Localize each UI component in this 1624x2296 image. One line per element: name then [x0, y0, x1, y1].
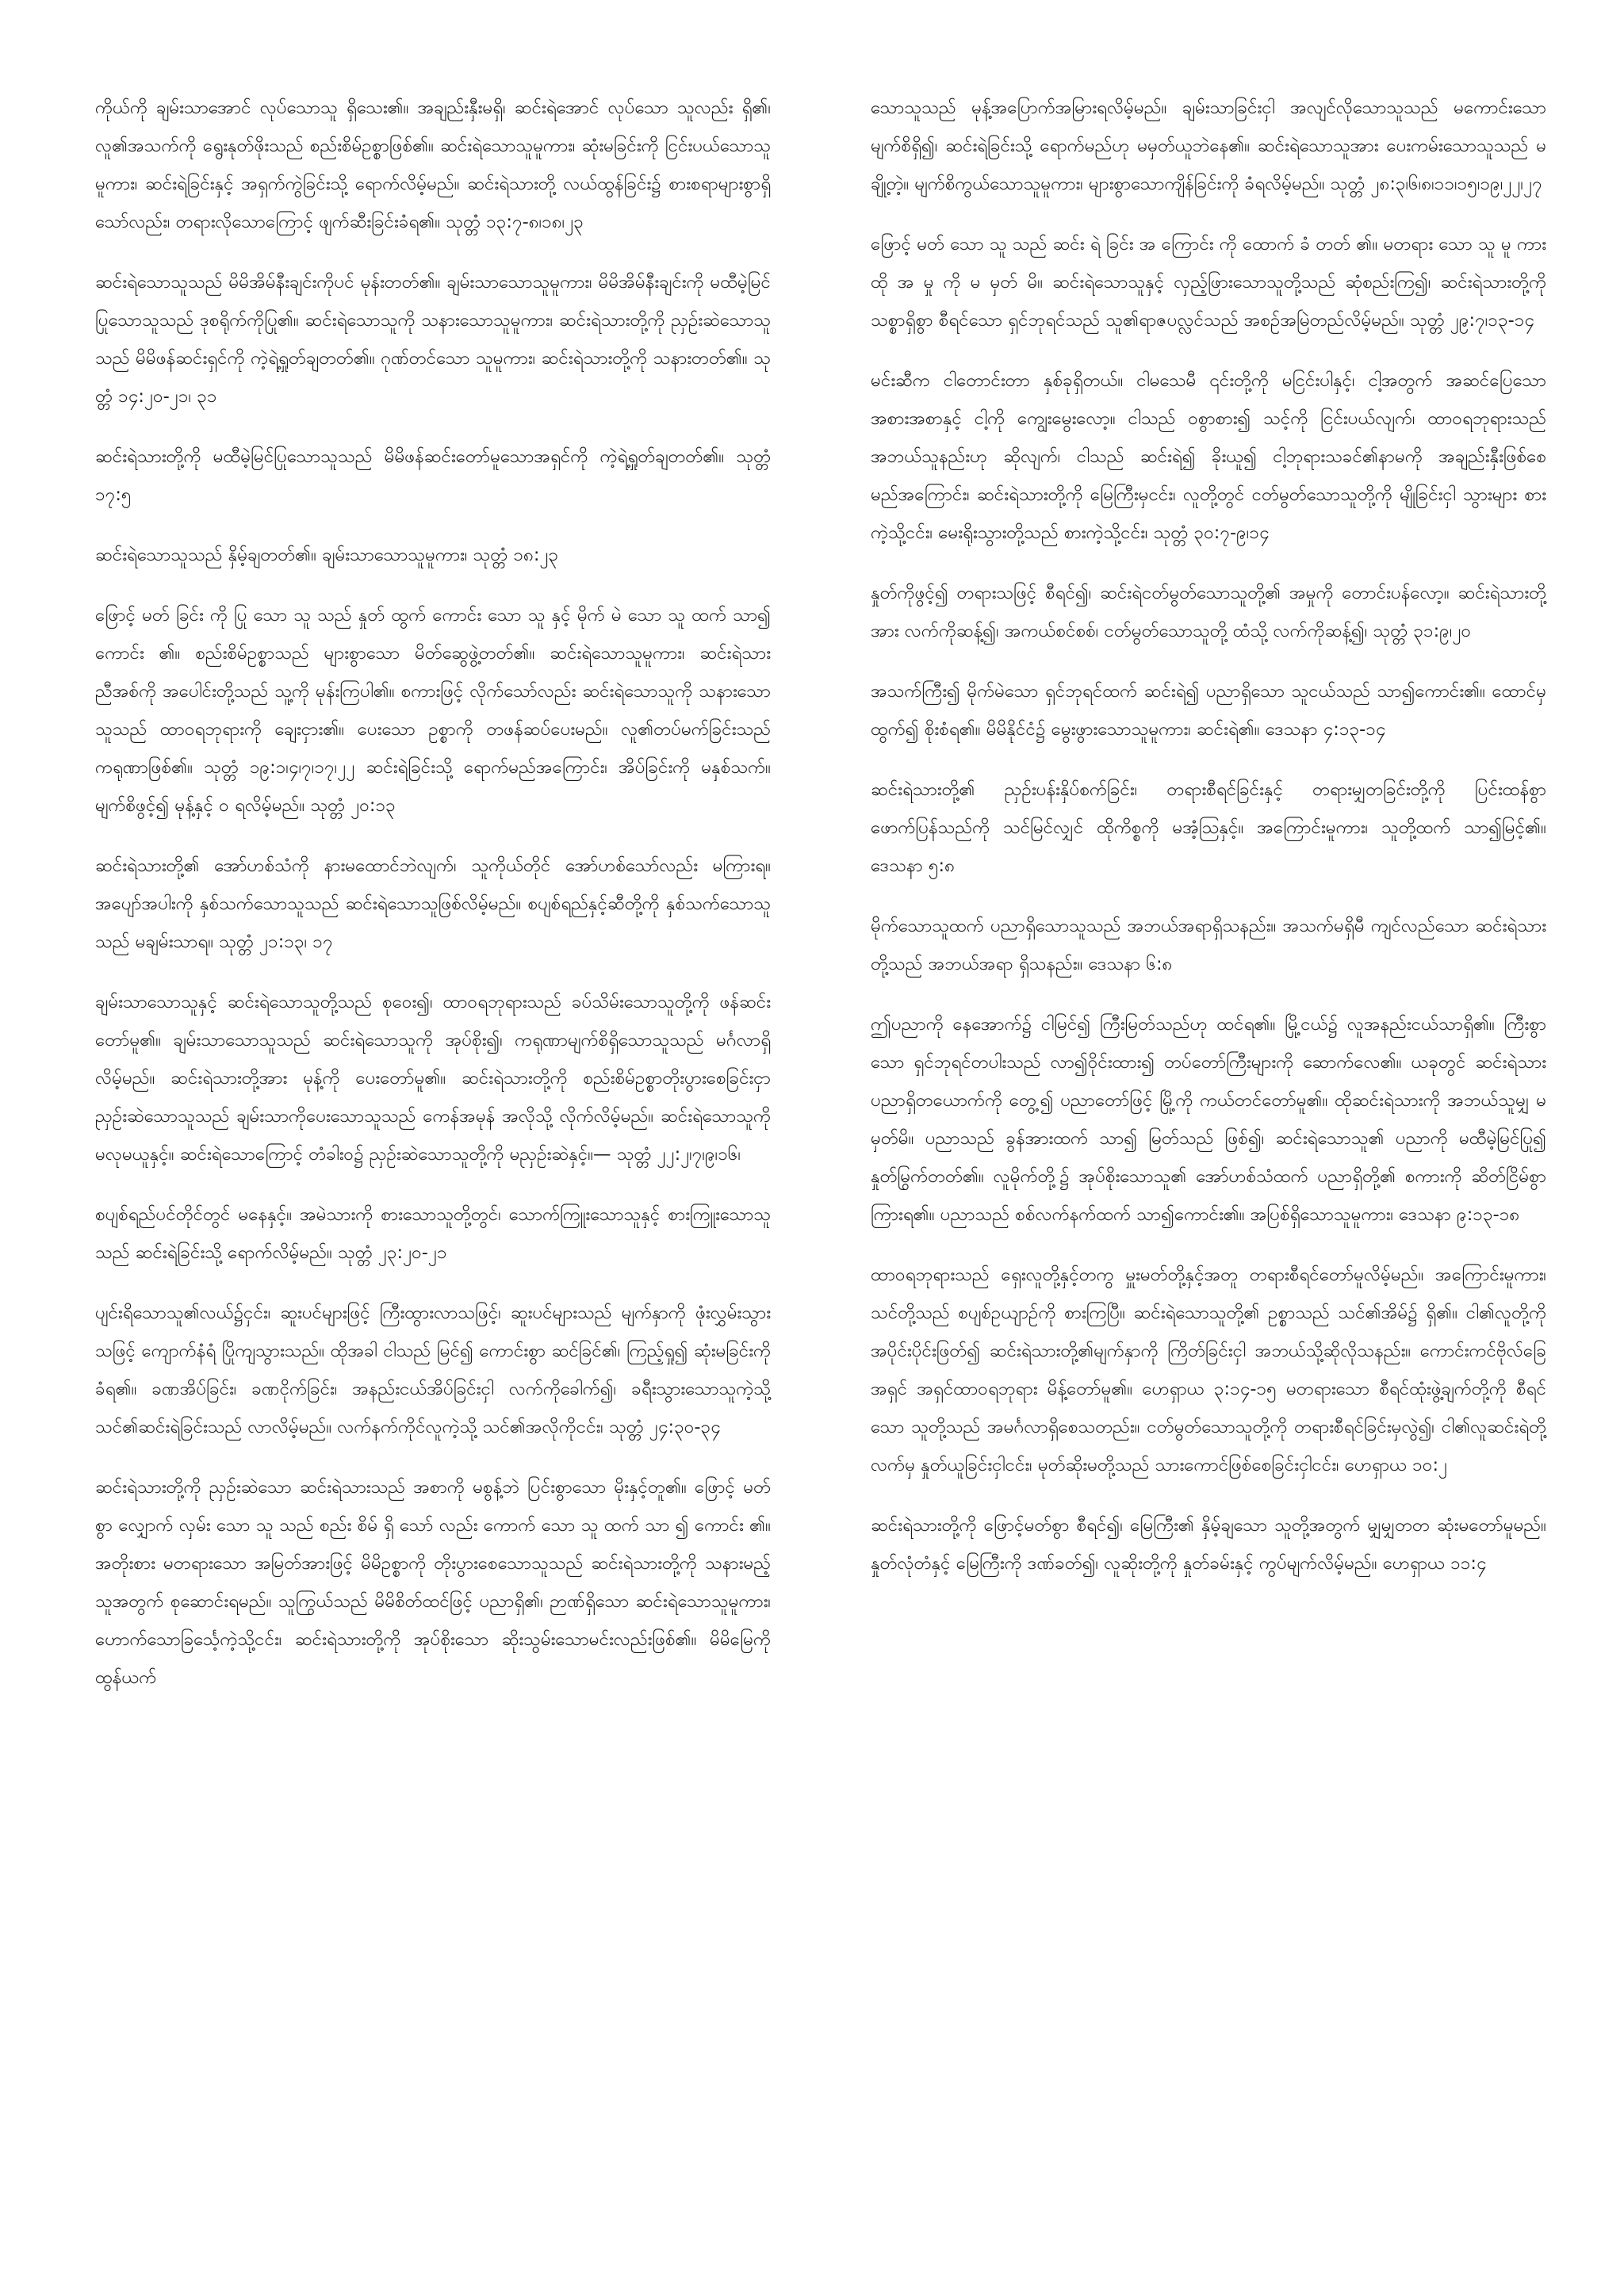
verse-paragraph: ဆင်းရဲသားတို့၏ အော်ဟစ်သံကို နားမထောင်ဘဲလျက်၊ သူကိုယ်တိုင် အော်ဟစ်သော်လည်း မကြားရ။ အပျော်အပါးကို နှစ်သက်သောသူသည် ဆင်းရဲသောသူဖြစ်လိမ့်မည်။ စပျစ်ရည်နှင့်ဆီတို့ကို နှစ်သက်သောသူသည် မချမ်းသာရ။ သုတ္တံ ၂၁:၁၃၊ ၁၇	[95, 855, 771, 952]
verse-paragraph: ထာဝရဘုရားသည် ရှေးလူတို့နှင့်တကွ မှူးမတ်တို့နှင့်အတူ တရားစီရင်တော်မူလိမ့်မည်။ အကြောင်းမူကား၊ သင်တို့သည် စပျစ်ဥယျာဉ်ကို စားကြပြီ။ ဆင်းရဲသောသူတို့၏ ဥစ္စာသည် သင်၏အိမ်၌ ရှိ၏။ ငါ၏လူတို့ကို အပိုင်းပိုင်းဖြတ်၍ ဆင်းရဲသားတို့၏မျက်နှာကို ကြိတ်ခြင်းငှါ အဘယ်သို့ဆိုလိုသနည်း။ ကောင်းကင်ဗိုလ်ခြေအရှင် အရှင်ထာဝရဘုရား မိန့်တော်မူ၏။ ဟေရှာယ ၃:၁၄-၁၅ မတရားသော စီရင်ထုံးဖွဲ့ချက်တို့ကို စီရင်သော သူတို့သည် အမင်္ဂလာရှိစေသတည်း။ ငတ်မွတ်သောသူတို့ကို တရားစီရင်ခြင်းမှလွဲ၍၊ ငါ၏လူဆင်းရဲတို့လက်မှ နှုတ်ယူခြင်းငှါငင်း၊ မုတ်ဆိုးမတို့သည် သားကောင်ဖြစ်စေခြင်းငှါငင်း၊ ဟေရှာယ ၁၀:၂	[871, 1265, 1546, 1475]
verse-paragraph: ဆင်းရဲသောသူသည် မိမိအိမ်နီးချင်းကိုပင် မုန်းတတ်၏။ ချမ်းသာသောသူမူကား၊ မိမိအိမ်နီးချင်းကို မထီမဲ့မြင်ပြုသောသူသည် ဒုစရိုက်ကိုပြု၏။ ဆင်းရဲသောသူကို သနားသောသူမူကား၊ ဆင်းရဲသားတို့ကို ညှဉ်းဆဲသောသူသည် မိမိဖန်ဆင်းရှင်ကို ကဲ့ရဲ့ရှုတ်ချတတ်၏။ ဂုဏ်တင်သော သူမူကား၊ ဆင်းရဲသားတို့ကို သနားတတ်၏။ သုတ္တံ ၁၄:၂၀-၂၁၊ ၃၁	[95, 272, 771, 407]
verse-paragraph: ဆင်းရဲသားတို့၏ ညှဉ်းပန်းနှိပ်စက်ခြင်း၊ တရားစီရင်ခြင်းနှင့် တရားမျှတခြင်းတို့ကို ပြင်းထန်စွာ ဖောက်ပြန်သည်ကို သင်မြင်လျှင် ထိုကိစ္စကို မအံ့သြနှင့်။ အကြောင်းမူကား၊ သူတို့ထက် သာ၍မြင့်၏။ ဒေသနာ ၅:၈	[871, 779, 1546, 876]
verse-paragraph: စပျစ်ရည်ပင်တိုင်တွင် မနေနှင့်။ အမဲသားကို စားသောသူတို့တွင်၊ သောက်ကြူးသောသူနှင့် စားကြူးသောသူသည် ဆင်းရဲခြင်းသို့ ရောက်လိမ့်မည်။ သုတ္တံ ၂၃:၂၀-၂၁	[95, 1204, 771, 1263]
verse-paragraph: ဖြောင့် မတ် သော သူ သည် ဆင်း ရဲ ခြင်း အ ကြောင်း ကို ထောက် ခံ တတ် ၏။ မတရား သော သူ မူ ကား ထို အ မှု ကို မ မှတ် မိ။ ဆင်းရဲသောသူနှင့် လှည့်ဖြားသောသူတို့သည် ဆုံစည်းကြ၍၊ ဆင်းရဲသားတို့ကို သစ္စာရှိစွာ စီရင်သော ရှင်ဘုရင်သည် သူ၏ရာဇပလ္လင်သည် အစဉ်အမြဲတည်လိမ့်မည်။ သုတ္တံ ၂၉:၇၊၁၃-၁၄	[871, 234, 1546, 331]
verse-paragraph: ဆင်းရဲသောသူသည် နှိမ့်ချတတ်၏။ ချမ်းသာသောသူမူကား၊ သုတ္တံ ၁၈:၂၃	[95, 545, 559, 565]
verse-paragraph: မိုက်သောသူထက် ပညာရှိသောသူသည် အဘယ်အရာရှိသနည်း။ အသက်မရှိမီ ကျင်လည်သော ဆင်းရဲသားတို့သည် အဘယ်အရာ ရှိသနည်း။ ဒေသနာ ၆:၈	[871, 916, 1546, 974]
verse-paragraph: အသက်ကြီး၍ မိုက်မဲသော ရှင်ဘုရင်ထက် ဆင်းရဲ၍ ပညာရှိသော သူငယ်သည် သာ၍ကောင်း၏။ ထောင်မှထွက်၍ စိုးစံရ၏။ မိမိနိုင်ငံ၌ မွေးဖွားသောသူမူကား၊ ဆင်းရဲ၏။ ဒေသနာ ၄:၁၃-၁၄	[871, 681, 1546, 740]
left-column	[95, 89, 771, 1697]
verse-paragraph: ချမ်းသာသောသူနှင့် ဆင်းရဲသောသူတို့သည် စုဝေး၍၊ ထာဝရဘုရားသည် ခပ်သိမ်းသောသူတို့ကို ဖန်ဆင်းတော်မူ၏။ ချမ်းသာသောသူသည် ဆင်းရဲသောသူကို အုပ်စိုး၍၊ ကရုဏာမျက်စိရှိသောသူသည် မင်္ဂလာရှိလိမ့်မည်။ ဆင်းရဲသားတို့အား မုန့်ကို ပေးတော်မူ၏။ ဆင်းရဲသားတို့ကို စည်းစိမ်ဥစ္စာတိုးပွားစေခြင်းငှာ ညှဉ်းဆဲသောသူသည် ချမ်းသာကိုပေးသောသူသည် ကေန်အမုန် အလိုသို့ လိုက်လိမ့်မည်။ ဆင်းရဲသောသူကို မလုမယူနှင့်။ ဆင်းရဲသောကြောင့် တံခါး၀၌ ညှဉ်းဆဲသောသူတို့ကို မညှဉ်းဆဲနှင့်။— သုတ္တံ ၂၂:၂၊၇၊၉၊၁၆၊	[95, 992, 771, 1165]
verse-paragraph: ဆင်းရဲသားတို့ကို မထီမဲ့မြင်ပြုသောသူသည် မိမိဖန်ဆင်းတော်မူသောအရှင်ကို ကဲ့ရဲ့ရှုတ်ချတတ်၏။ သုတ္တံ ၁၇:၅	[95, 446, 771, 505]
right-column	[871, 89, 1546, 1582]
verse-paragraph: ပျင်းရိသောသူ၏လယ်၌ငှင်း၊ ဆူးပင်များဖြင့် ကြီးထွားလာသဖြင့်၊ ဆူးပင်များသည် မျက်နှာကို ဖုံးလွှမ်းသွားသဖြင့် ကျောက်နံရံ ပြိုကျသွားသည်။ ထိုအခါ ငါသည် မြင်၍ ကောင်းစွာ ဆင်ခြင်၏၊ ကြည့်ရှု၍ ဆုံးမခြင်းကို ခံရ၏။ ခဏအိပ်ခြင်း၊ ခဏငိုက်ခြင်း၊ အနည်းငယ်အိပ်ခြင်းငှါ လက်ကိုခေါက်၍၊ ခရီးသွားသောသူကဲ့သို့ သင်၏ဆင်းရဲခြင်းသည် လာလိမ့်မည်။ လက်နက်ကိုင်လူကဲ့သို့ သင်၏အလိုကိုငင်း၊ သုတ္တံ ၂၄:၃၀-၃၄	[95, 1303, 771, 1437]
verse-paragraph: နှုတ်ကိုဖွင့်၍ တရားသဖြင့် စီရင်၍၊ ဆင်းရဲငတ်မွတ်သောသူတို့၏ အမှုကို တောင်းပန်လော့။ ဆင်းရဲသားတို့အား လက်ကိုဆန့်၍၊ အကယ်စင်စစ်၊ ငတ်မွတ်သောသူတို့ ထံသို့ လက်ကိုဆန့်၍၊ သုတ္တံ ၃၁:၉၊၂၀	[871, 583, 1546, 641]
verse-paragraph: ဆင်းရဲသားတို့ကို ဖြောင့်မတ်စွာ စီရင်၍၊ မြေကြီး၏ နှိမ့်ချသော သူတို့အတွက် မျှမျှတတ ဆုံးမတော်မူမည်။ နှုတ်လုံတံနှင့် မြေကြီးကို ဒဏ်ခတ်၍၊ လူဆိုးတို့ကို နှုတ်ခမ်းနှင့် ကွပ်မျက်လိမ့်မည်။ ဟေရှာယ ၁၁:၄	[871, 1515, 1546, 1574]
verse-paragraph: ဤပညာကို နေအောက်၌ ငါမြင်၍ ကြီးမြတ်သည်ဟု ထင်ရ၏။ မြို့ငယ်၌ လူအနည်းငယ်သာရှိ၏။ ကြီးစွာသော ရှင်ဘုရင်တပါးသည် လာ၍ဝိုင်းထား၍ တပ်တော်ကြီးများကို ဆောက်လေ၏။ ယခုတွင် ဆင်းရဲသား ပညာရှိတယောက်ကို တွေ့၍ ပညာတော်ဖြင့် မြို့ကို ကယ်တင်တော်မူ၏။ ထိုဆင်းရဲသားကို အဘယ်သူမျှ မမှတ်မိ။ ပညာသည် ခွန်အားထက် သာ၍ မြတ်သည် ဖြစ်၍၊ ဆင်းရဲသောသူ၏ ပညာကို မထီမဲ့မြင်ပြု၍ နှုတ်မြွက်တတ်၏။ လူမိုက်တို့၌ အုပ်စိုးသောသူ၏ အော်ဟစ်သံထက် ပညာရှိတို့၏ စကားကို ဆိတ်ငြိမ်စွာကြားရ၏။ ပညာသည် စစ်လက်နက်ထက် သာ၍ကောင်း၏။ အပြစ်ရှိသောသူမူကား၊ ဒေသနာ ၉:၁၃-၁၈	[871, 1014, 1546, 1225]
verse-paragraph: ဆင်းရဲသားတို့ကို ညှဉ်းဆဲသော ဆင်းရဲသားသည် အစာကို မစွန့်ဘဲ ပြင်းစွာသော မိုးနှင့်တူ၏။ ဖြောင့် မတ် စွာ လျှောက် လှမ်း သော သူ သည် စည်း စိမ် ရှိ သော် လည်း ကောက် သော သူ ထက် သာ ၍ ကောင်း ၏။ အတိုးစား မတရားသော အမြတ်အားဖြင့် မိမိဥစ္စာကို တိုးပွားစေသောသူသည် ဆင်းရဲသားတို့ကို သနားမည့်သူအတွက် စုဆောင်းရမည်။ သူကြွယ်သည် မိမိစိတ်ထင်ဖြင့် ပညာရှိ၏၊ ဉာဏ်ရှိသော ဆင်းရဲသောသူမူကား၊ ဟောက်သောခြင်္သေ့ကဲ့သို့ငင်း၊ ဆင်းရဲသားတို့ကို အုပ်စိုးသော ဆိုးသွမ်းသောမင်းလည်းဖြစ်၏။ မိမိမြေကို ထွန်ယက်	[95, 1477, 771, 1688]
verse-paragraph: မင်းဆီက ငါတောင်းတာ နှစ်ခုရှိတယ်။ ငါမသေမီ ၎င်းတို့ကို မငြင်းပါနှင့်၊ ငါ့အတွက် အဆင်ပြေသော အစားအစာနှင့် ငါ့ကို ကျွေးမွေးလော့။ ငါသည် ဝစွာစား၍ သင့်ကို ငြင်းပယ်လျက်၊ ထာဝရဘုရားသည် အဘယ်သူနည်းဟု ဆိုလျက်၊ ငါသည် ဆင်းရဲ၍ ခိုးယူ၍ ငါ့ဘုရားသခင်၏နာမကို အချည်းနှီးဖြစ်စေမည်အကြောင်း၊ ဆင်းရဲသားတို့ကို မြေကြီးမှငင်း၊ လူတို့တွင် ငတ်မွတ်သောသူတို့ကို မျိုခြင်းငှါ သွားများ စားကဲ့သို့ငင်း၊ မေးရိုးသွားတို့သည် စားကဲ့သို့ငင်း၊ သုတ္တံ ၃၀:၇-၉၊၁၄	[871, 370, 1546, 543]
verse-paragraph: ဖြောင့် မတ် ခြင်း ကို ပြု သော သူ သည် နှုတ် ထွက် ကောင်း သော သူ နှင့် မိုက် မဲ သော သူ ထက် သာ၍ ကောင်း ၏။ စည်းစိမ်ဥစ္စာသည် များစွာသော မိတ်ဆွေဖွဲ့တတ်၏။ ဆင်းရဲသောသူမူကား၊ ဆင်းရဲသား ညီအစ်ကို အပေါင်းတို့သည် သူ့ကို မုန်းကြပါ၏။ စကားဖြင့် လိုက်သော်လည်း ဆင်းရဲသောသူကို သနားသောသူသည် ထာဝရဘုရားကို ချေးငှား၏။ ပေးသော ဥစ္စာကို တဖန်ဆပ်ပေးမည်။ လူ၏တပ်မက်ခြင်းသည် ကရုဏာဖြစ်၏။ သုတ္တံ ၁၉:၁၊၄၊၇၊၁၇၊၂၂ ဆင်းရဲခြင်းသို့ ရောက်မည်အကြောင်း၊ အိပ်ခြင်းကို မနှစ်သက်။ မျက်စိဖွင့်၍ မုန့်နှင့် ဝ ရလိမ့်မည်။ သုတ္တံ ၂၀:၁၃	[95, 605, 771, 816]
verse-paragraph: သောသူသည် မုန့်အပြောက်အမြားရလိမ့်မည်။ ချမ်းသာခြင်းငှါ အလျင်လိုသောသူသည် မကောင်းသောမျက်စိရှိ၍၊ ဆင်းရဲခြင်းသို့ ရောက်မည်ဟု မမှတ်ယူဘဲနေ၏။ ဆင်းရဲသောသူအား ပေးကမ်းသောသူသည် မချို့တဲ့။ မျက်စိကွယ်သောသူမူကား၊ များစွာသောကျိန်ခြင်းကို ခံရလိမ့်မည်။ သုတ္တံ ၂၈:၃၊၆၊၈၊၁၁၊၁၅၊၁၉၊၂၂၊၂၇	[871, 98, 1546, 194]
verse-paragraph: ကိုယ်ကို ချမ်းသာအောင် လုပ်သောသူ ရှိသေး၏။ အချည်းနှီးမရှိ၊ ဆင်းရဲအောင် လုပ်သော သူလည်း ရှိ၏၊ လူ၏အသက်ကို ရွေးနုတ်ဖိုးသည် စည်းစိမ်ဥစ္စာဖြစ်၏။ ဆင်းရဲသောသူမူကား၊ ဆုံးမခြင်းကို ငြင်းပယ်သောသူမူကား၊ ဆင်းရဲခြင်းနှင့် အရှက်ကွဲခြင်းသို့ ရောက်လိမ့်မည်။ ဆင်းရဲသားတို့ လယ်ထွန်ခြင်း၌ စားစရာများစွာရှိသော်လည်း၊ တရားလိုသောကြောင့် ဖျက်ဆီးခြင်းခံရ၏။ သုတ္တံ ၁၃:၇-၈၊၁၈၊၂၃	[95, 98, 771, 232]
